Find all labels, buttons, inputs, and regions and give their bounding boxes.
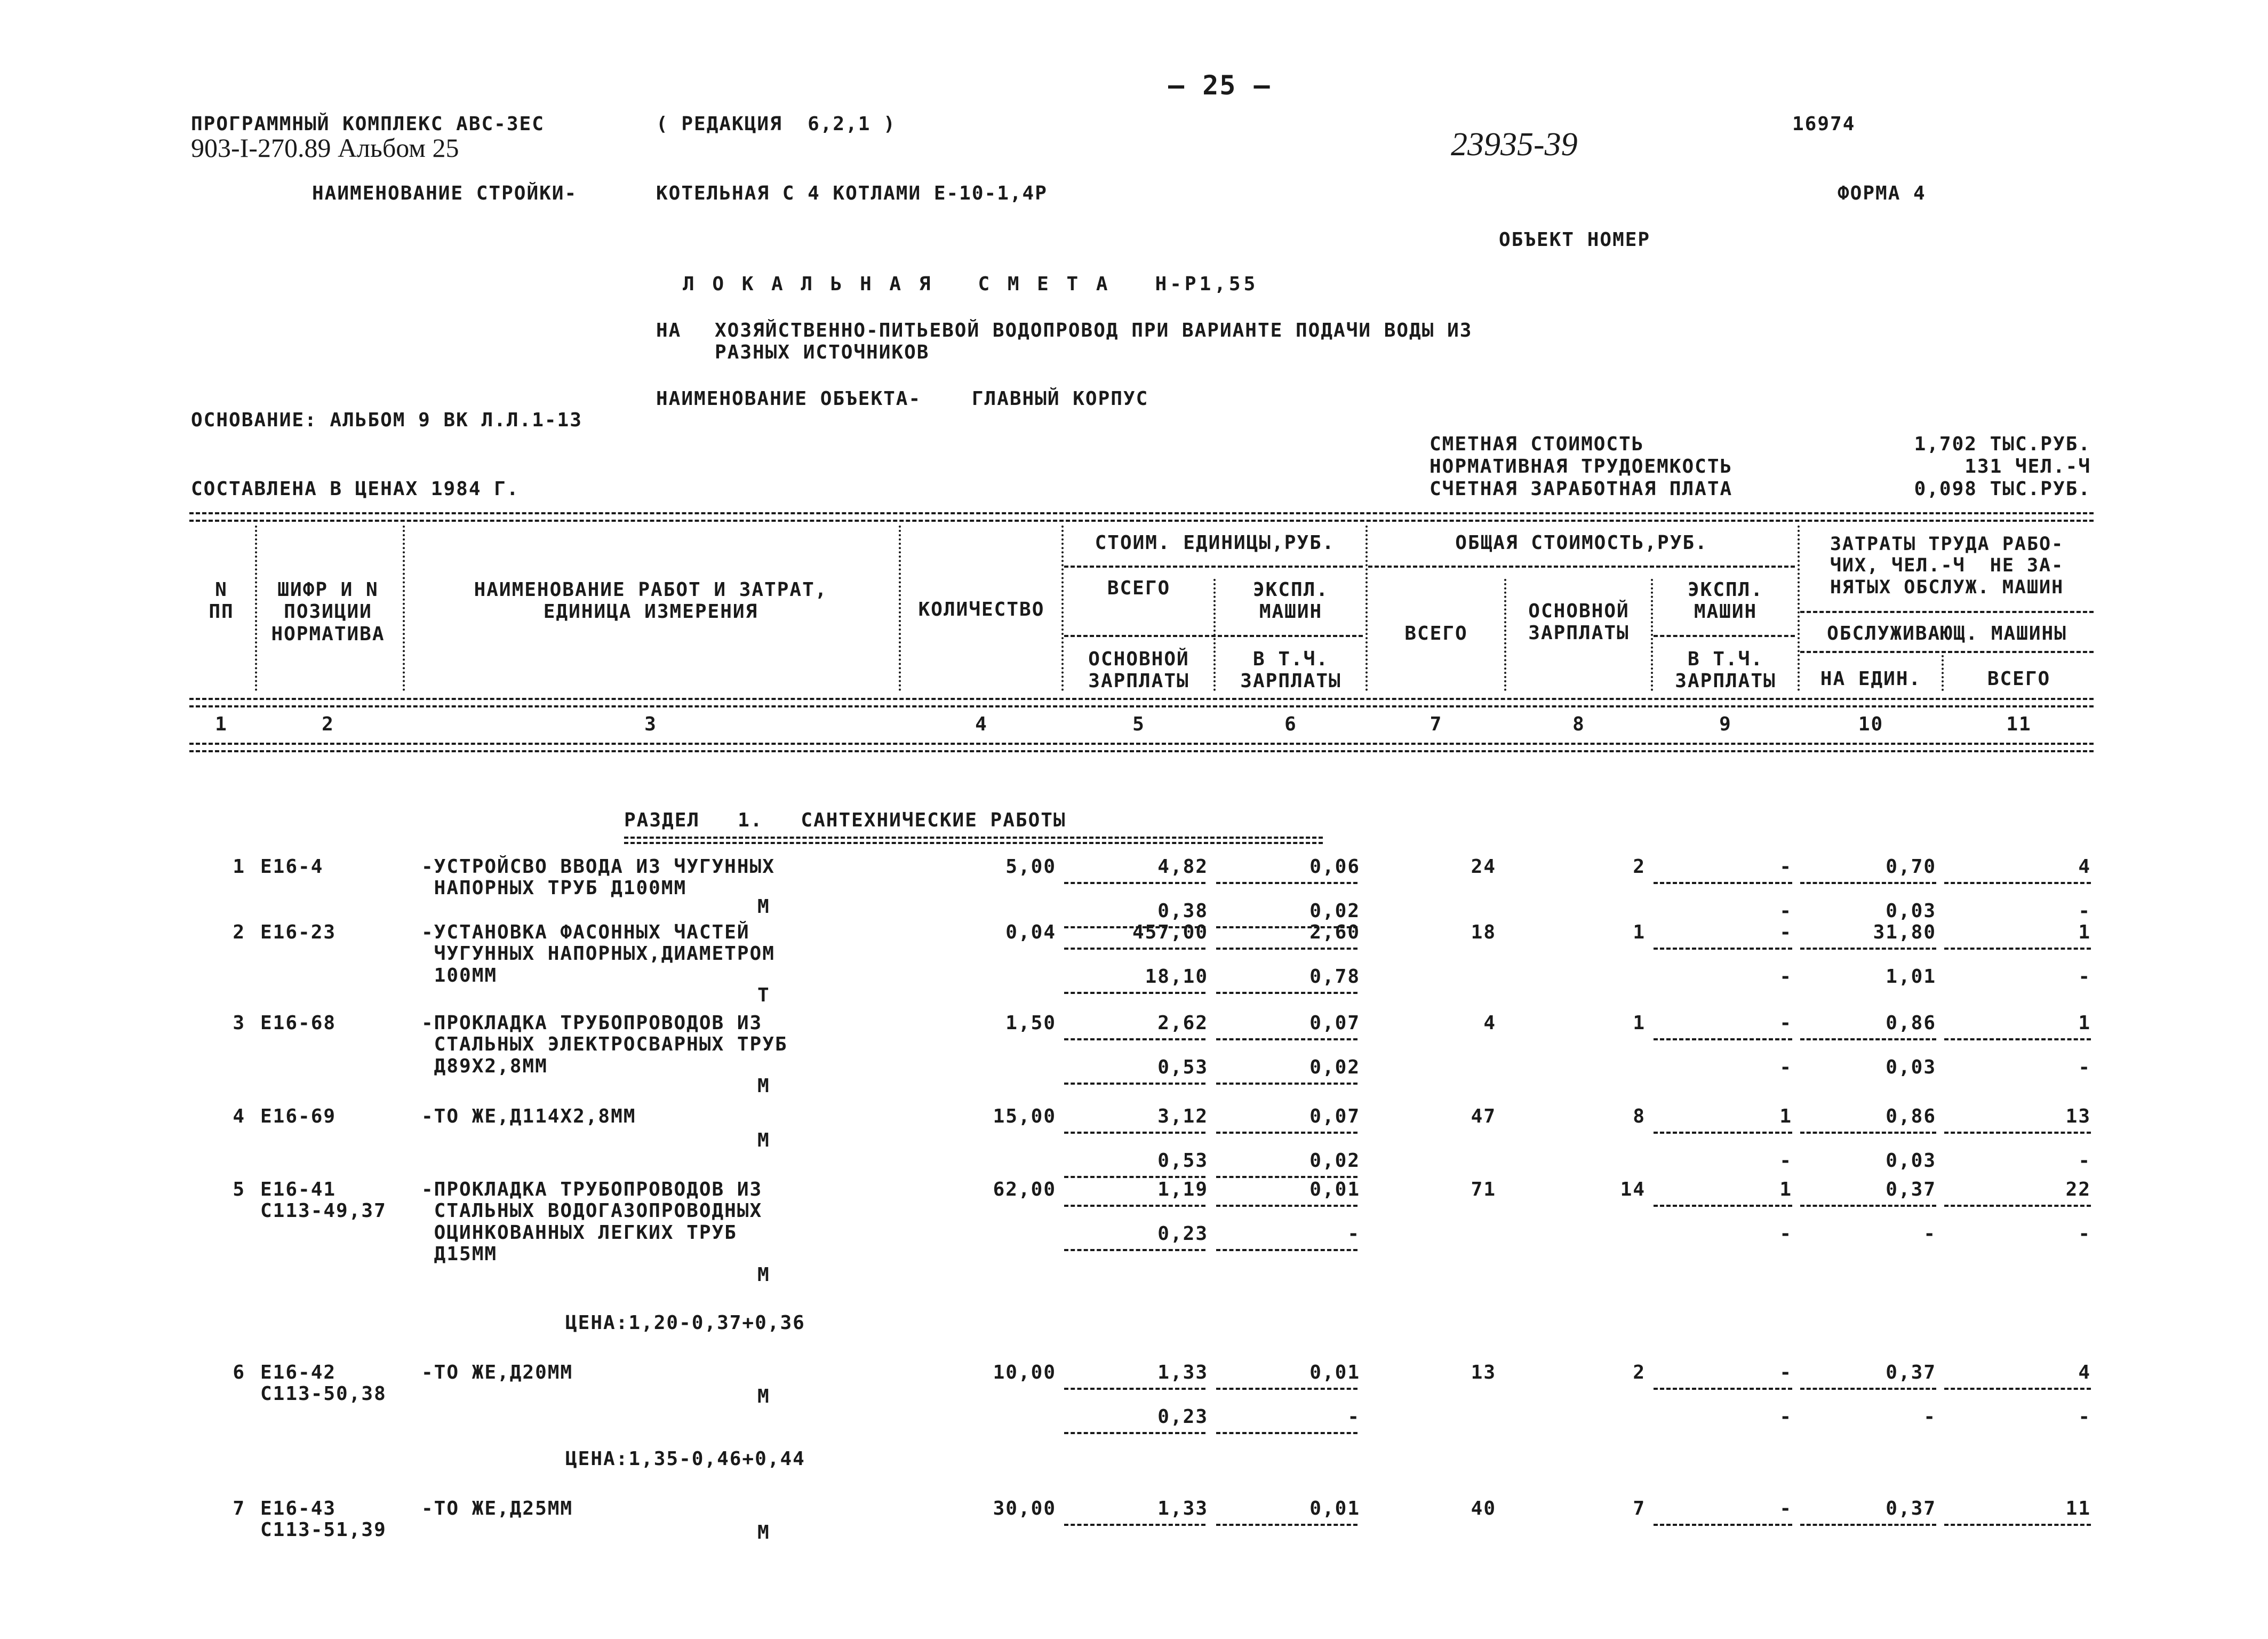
row-c5: 2,62 <box>1157 1012 1208 1034</box>
row-number: 7 <box>233 1498 245 1519</box>
total-cost-subrule <box>1654 635 1795 637</box>
row-number: 2 <box>233 921 245 943</box>
row-name: -ТО ЖЕ,Д20ММ <box>421 1362 573 1383</box>
row-c9b: - <box>1779 1150 1792 1172</box>
row-c10: 0,86 <box>1886 1105 1936 1127</box>
row-c6: 2,60 <box>1309 921 1360 943</box>
page-number: – 25 – <box>1168 70 1271 101</box>
row-rule-c11 <box>1944 1132 2091 1134</box>
header-col11: ВСЕГО <box>1987 668 2051 690</box>
basis: ОСНОВАНИЕ: АЛЬБОМ 9 ВК Л.Л.1-13 <box>191 409 582 431</box>
colnum-6: 6 <box>1284 713 1297 735</box>
smeta-subject-1: ХОЗЯЙСТВЕННО-ПИТЬЕВОЙ ВОДОПРОВОД ПРИ ВАРИАНТЕ ПОДАЧИ ВОДЫ ИЗ <box>715 320 1473 341</box>
row-rule-c9 <box>1654 1038 1792 1040</box>
colnum-5: 5 <box>1132 713 1145 735</box>
row-rule2-c5 <box>1064 1083 1205 1085</box>
row-c10b: 0,03 <box>1886 1150 1936 1172</box>
row-qty: 15,00 <box>993 1105 1056 1127</box>
summary-label-wages: СЧЕТНАЯ ЗАРАБОТНАЯ ПЛАТА <box>1430 478 1733 500</box>
row-c6b: 0,02 <box>1309 1056 1360 1078</box>
row-c9: 1 <box>1779 1179 1792 1200</box>
row-c11: 4 <box>2078 1362 2091 1383</box>
row-c9: - <box>1779 1362 1792 1383</box>
row-c9b: - <box>1779 1056 1792 1078</box>
row-c8: 2 <box>1633 856 1646 878</box>
row-c11b: - <box>2078 900 2091 922</box>
header-col4: КОЛИЧЕСТВО <box>918 599 1045 620</box>
labor-rule-1 <box>1800 611 2094 613</box>
row-c10b: 1,01 <box>1886 966 1936 988</box>
row-c6b: 0,78 <box>1309 966 1360 988</box>
header-col9a: ЭКСПЛ. МАШИН <box>1687 579 1764 623</box>
row-rule-c5 <box>1064 882 1205 884</box>
row-name: -ТО ЖЕ,Д114Х2,8ММ <box>421 1105 636 1127</box>
row-c11: 4 <box>2078 856 2091 878</box>
row-c11b: - <box>2078 1223 2091 1245</box>
row-rule-c6 <box>1216 1388 1357 1390</box>
row-qty: 1,50 <box>1005 1012 1056 1034</box>
colnum-2: 2 <box>322 713 334 735</box>
handwritten-number: 23935-39 <box>1451 126 1578 163</box>
colnum-11: 11 <box>2006 713 2032 735</box>
row-rule-c10 <box>1800 1038 1936 1040</box>
header-col5b: ОСНОВНОЙ ЗАРПЛАТЫ <box>1088 648 1189 693</box>
summary-value-labor: 131 ЧЕЛ.-Ч <box>1964 456 2091 478</box>
header-sep-9 <box>1798 526 1800 691</box>
row-c5b: 0,38 <box>1157 900 1208 922</box>
row-name: -УСТАНОВКА ФАСОННЫХ ЧАСТЕЙ ЧУГУННЫХ НАПОРНЫХ,ДИАМЕТРОМ 100ММ <box>421 921 775 986</box>
header-col6a: ЭКСПЛ. МАШИН <box>1252 579 1329 623</box>
row-rule2-c5 <box>1064 1176 1205 1178</box>
row-c5: 1,19 <box>1157 1179 1208 1200</box>
row-c8: 7 <box>1633 1498 1646 1519</box>
row-c10: 0,86 <box>1886 1012 1936 1034</box>
row-qty: 0,04 <box>1005 921 1056 943</box>
row-unit: М <box>757 1129 770 1151</box>
row-rule-c5 <box>1064 1388 1205 1390</box>
row-c5: 4,82 <box>1157 856 1208 878</box>
row-unit: М <box>757 896 770 918</box>
row-number: 4 <box>233 1105 245 1127</box>
header-col3: НАИМЕНОВАНИЕ РАБОТ И ЗАТРАТ, ЕДИНИЦА ИЗМЕРЕНИЯ <box>474 579 828 623</box>
row-unit: М <box>757 1386 770 1407</box>
smeta-title: Л О К А Л Ь Н А Я С М Е Т А Н-Р1,55 <box>683 273 1259 295</box>
row-name: -ТО ЖЕ,Д25ММ <box>421 1498 573 1519</box>
smeta-subject-2: РАЗНЫХ ИСТОЧНИКОВ <box>715 341 930 363</box>
row-c5b: 0,23 <box>1157 1223 1208 1245</box>
row-rule-c6 <box>1216 1132 1357 1134</box>
colnum-1: 1 <box>215 713 228 735</box>
row-rule-c5 <box>1064 1205 1205 1207</box>
row-c11b: - <box>2078 1150 2091 1172</box>
row-number: 3 <box>233 1012 245 1034</box>
row-c10b: 0,03 <box>1886 1056 1936 1078</box>
row-rule-c10 <box>1800 1205 1936 1207</box>
row-c11: 1 <box>2078 921 2091 943</box>
row-c10b: - <box>1923 1223 1936 1245</box>
header-unit-cost: СТОИМ. ЕДИНИЦЫ,РУБ. <box>1095 532 1335 554</box>
header-col2: ШИФР И N ПОЗИЦИИ НОРМАТИВА <box>271 579 385 645</box>
row-c9: - <box>1779 856 1792 878</box>
row-rule-c10 <box>1800 882 1936 884</box>
row-c10: 31,80 <box>1873 921 1936 943</box>
unit-cost-rule <box>1064 566 1363 568</box>
header-labor: ЗАТРАТЫ ТРУДА РАБО- ЧИХ, ЧЕЛ.-Ч НЕ ЗА- НЯТЫХ ОБСЛУЖ. МАШИН <box>1830 534 2064 598</box>
header-total-cost: ОБЩАЯ СТОИМОСТЬ,РУБ. <box>1455 532 1708 554</box>
row-rule-c5 <box>1064 1524 1205 1526</box>
header-top-rule <box>189 512 2094 522</box>
row-rule-c9 <box>1654 948 1792 950</box>
row-c5b: 0,53 <box>1157 1150 1208 1172</box>
header-sep-7 <box>1504 579 1506 691</box>
row-c6b: 0,02 <box>1309 900 1360 922</box>
row-rule2-c6 <box>1216 1432 1357 1434</box>
summary-value-cost: 1,702 ТЫС.РУБ. <box>1914 433 2091 455</box>
row-c6: 0,07 <box>1309 1105 1360 1127</box>
row-c5: 1,33 <box>1157 1362 1208 1383</box>
row-rule2-c5 <box>1064 992 1205 994</box>
prices-year: СОСТАВЛЕНА В ЦЕНАХ 1984 Г. <box>191 478 520 500</box>
doc-code: 16974 <box>1792 113 1856 135</box>
row-rule-c5 <box>1064 1132 1205 1134</box>
row-c10: 0,37 <box>1886 1179 1936 1200</box>
row-rule2-c6 <box>1216 1176 1357 1178</box>
row-number: 5 <box>233 1179 245 1200</box>
row-rule-c9 <box>1654 1524 1792 1526</box>
row-c9b: - <box>1779 1406 1792 1428</box>
colnum-8: 8 <box>1572 713 1585 735</box>
edition: ( РЕДАКЦИЯ 6,2,1 ) <box>656 113 896 135</box>
row-c6b: - <box>1347 1223 1360 1245</box>
row-rule-c10 <box>1800 948 1936 950</box>
object-name: НАИМЕНОВАНИЕ ОБЪЕКТА- ГЛАВНЫЙ КОРПУС <box>656 388 1149 410</box>
row-code: Е16-23 <box>260 921 337 943</box>
row-c9b: - <box>1779 1223 1792 1245</box>
row-rule-c5 <box>1064 948 1205 950</box>
row-c7: 18 <box>1471 921 1496 943</box>
section-underline <box>624 837 1323 844</box>
row-rule-c9 <box>1654 882 1792 884</box>
row-c6: 0,07 <box>1309 1012 1360 1034</box>
summary-label-labor: НОРМАТИВНАЯ ТРУДОЕМКОСТЬ <box>1430 456 1733 478</box>
row-unit: М <box>757 1522 770 1543</box>
header-col10: НА ЕДИН. <box>1820 668 1922 690</box>
labor-rule-2 <box>1800 651 2094 653</box>
row-c9: - <box>1779 921 1792 943</box>
row-c7: 40 <box>1471 1498 1496 1519</box>
row-c8: 1 <box>1633 921 1646 943</box>
row-c6b: - <box>1347 1406 1360 1428</box>
row-rule-c11 <box>1944 948 2091 950</box>
row-rule2-c5 <box>1064 1432 1205 1434</box>
row-c9b: - <box>1779 900 1792 922</box>
row-rule-c6 <box>1216 1038 1357 1040</box>
row-c9: - <box>1779 1012 1792 1034</box>
row-rule-c9 <box>1654 1205 1792 1207</box>
row-rule-c11 <box>1944 882 2091 884</box>
header-sep-8 <box>1651 579 1653 691</box>
row-c10: 0,37 <box>1886 1362 1936 1383</box>
row-c11: 22 <box>2065 1179 2091 1200</box>
row-rule-c11 <box>1944 1205 2091 1207</box>
row-rule2-c6 <box>1216 1249 1357 1251</box>
summary-value-wages: 0,098 ТЫС.РУБ. <box>1914 478 2091 500</box>
row-c11b: - <box>2078 1056 2091 1078</box>
header-col9b: В Т.Ч. ЗАРПЛАТЫ <box>1675 648 1776 693</box>
row-c11: 1 <box>2078 1012 2091 1034</box>
row-code: Е16-68 <box>260 1012 337 1034</box>
row-c11: 11 <box>2065 1498 2091 1519</box>
header-col10-11: ОБСЛУЖИВАЮЩ. МАШИНЫ <box>1827 623 2067 645</box>
row-c5: 3,12 <box>1157 1105 1208 1127</box>
row-code: Е16-43 С113-51,39 <box>260 1498 387 1541</box>
header-col6b: В Т.Ч. ЗАРПЛАТЫ <box>1240 648 1341 693</box>
row-rule-c10 <box>1800 1524 1936 1526</box>
row-number: 1 <box>233 856 245 878</box>
row-rule2-c6 <box>1216 1083 1357 1085</box>
row-c11b: - <box>2078 1406 2091 1428</box>
row-price: ЦЕНА:1,35-0,46+0,44 <box>565 1448 805 1470</box>
header-col1: N ПП <box>209 579 234 623</box>
header-sep-4 <box>1061 526 1064 691</box>
row-c10b: - <box>1923 1406 1936 1428</box>
smeta-on: НА <box>656 320 682 341</box>
header-col7: ВСЕГО <box>1404 623 1468 645</box>
row-c5b: 0,53 <box>1157 1056 1208 1078</box>
row-c5: 457,00 <box>1132 921 1208 943</box>
row-c6: 0,01 <box>1309 1498 1360 1519</box>
row-c6: 0,01 <box>1309 1362 1360 1383</box>
row-c5b: 18,10 <box>1145 966 1208 988</box>
row-rule-c10 <box>1800 1132 1936 1134</box>
row-c8: 8 <box>1633 1105 1646 1127</box>
row-rule-c11 <box>1944 1038 2091 1040</box>
row-code: Е16-4 <box>260 856 324 878</box>
total-cost-rule <box>1368 566 1795 568</box>
row-c5: 1,33 <box>1157 1498 1208 1519</box>
row-unit: Т <box>757 984 770 1006</box>
row-code: Е16-42 С113-50,38 <box>260 1362 387 1405</box>
object-number: ОБЪЕКТ НОМЕР <box>1499 229 1651 251</box>
row-rule-c11 <box>1944 1388 2091 1390</box>
colnum-10: 10 <box>1858 713 1884 735</box>
row-rule2-c5 <box>1064 1249 1205 1251</box>
row-rule-c9 <box>1654 1132 1792 1134</box>
colnum-7: 7 <box>1430 713 1443 735</box>
header-col8: ОСНОВНОЙ ЗАРПЛАТЫ <box>1528 600 1630 645</box>
row-rule-c6 <box>1216 882 1357 884</box>
row-rule-c11 <box>1944 1524 2091 1526</box>
unit-cost-subrule <box>1064 635 1363 637</box>
row-c10: 0,37 <box>1886 1498 1936 1519</box>
row-name: -ПРОКЛАДКА ТРУБОПРОВОДОВ ИЗ СТАЛЬНЫХ ЭЛЕКТРОСВАРНЫХ ТРУБ Д89Х2,8ММ <box>421 1012 788 1077</box>
row-c7: 47 <box>1471 1105 1496 1127</box>
row-c7: 71 <box>1471 1179 1496 1200</box>
summary-label-cost: СМЕТНАЯ СТОИМОСТЬ <box>1430 433 1644 455</box>
colnum-4: 4 <box>975 713 988 735</box>
colnum-bottom-rule <box>189 743 2094 752</box>
row-c7: 13 <box>1471 1362 1496 1383</box>
row-unit: М <box>757 1075 770 1097</box>
row-c11b: - <box>2078 966 2091 988</box>
row-unit: М <box>757 1264 770 1286</box>
row-qty: 5,00 <box>1005 856 1056 878</box>
row-qty: 10,00 <box>993 1362 1056 1383</box>
row-qty: 62,00 <box>993 1179 1056 1200</box>
row-qty: 30,00 <box>993 1498 1056 1519</box>
row-c9: 1 <box>1779 1105 1792 1127</box>
row-c8: 2 <box>1633 1362 1646 1383</box>
row-c6: 0,01 <box>1309 1179 1360 1200</box>
album-ref: 903-I-270.89 Альбом 25 <box>191 133 459 163</box>
header-sep-6 <box>1365 526 1368 691</box>
row-c10b: 0,03 <box>1886 900 1936 922</box>
forma: ФОРМА 4 <box>1838 182 1926 204</box>
row-c7: 24 <box>1471 856 1496 878</box>
row-code: Е16-69 <box>260 1105 337 1127</box>
colnum-9: 9 <box>1719 713 1732 735</box>
stroyka-label: НАИМЕНОВАНИЕ СТРОЙКИ- <box>312 182 578 204</box>
header-bottom-rule <box>189 698 2094 707</box>
row-code: Е16-41 С113-49,37 <box>260 1179 387 1222</box>
row-c8: 14 <box>1620 1179 1646 1200</box>
header-sep-2 <box>403 526 405 691</box>
row-c6: 0,06 <box>1309 856 1360 878</box>
row-rule-c6 <box>1216 948 1357 950</box>
header-sep-10 <box>1942 651 1944 691</box>
colnum-3: 3 <box>644 713 657 735</box>
stroyka-value: КОТЕЛЬНАЯ С 4 КОТЛАМИ Е-10-1,4Р <box>656 182 1048 204</box>
row-c10: 0,70 <box>1886 856 1936 878</box>
row-c11: 13 <box>2065 1105 2091 1127</box>
row-rule-c10 <box>1800 1388 1936 1390</box>
row-c9b: - <box>1779 966 1792 988</box>
row-c6b: 0,02 <box>1309 1150 1360 1172</box>
row-c8: 1 <box>1633 1012 1646 1034</box>
row-rule-c9 <box>1654 1388 1792 1390</box>
header-col5a: ВСЕГО <box>1107 577 1171 599</box>
row-c7: 4 <box>1483 1012 1496 1034</box>
header-sep-3 <box>899 526 901 691</box>
row-c5b: 0,23 <box>1157 1406 1208 1428</box>
row-number: 6 <box>233 1362 245 1383</box>
row-name: -УСТРОЙСВО ВВОДА ИЗ ЧУГУННЫХ НАПОРНЫХ ТРУБ Д100ММ <box>421 856 775 900</box>
row-rule2-c6 <box>1216 992 1357 994</box>
program-name: ПРОГРАММНЫЙ КОМПЛЕКС АВС-3ЕС <box>191 113 545 135</box>
section-title: РАЗДЕЛ 1. САНТЕХНИЧЕСКИЕ РАБОТЫ <box>624 809 1066 831</box>
row-price: ЦЕНА:1,20-0,37+0,36 <box>565 1312 805 1334</box>
row-rule-c5 <box>1064 1038 1205 1040</box>
row-name: -ПРОКЛАДКА ТРУБОПРОВОДОВ ИЗ СТАЛЬНЫХ ВОДОГАЗОПРОВОДНЫХ ОЦИНКОВАННЫХ ЛЕГКИХ ТРУБ Д15ММ <box>421 1179 763 1265</box>
row-c9: - <box>1779 1498 1792 1519</box>
row-rule-c6 <box>1216 1524 1357 1526</box>
row-rule-c6 <box>1216 1205 1357 1207</box>
